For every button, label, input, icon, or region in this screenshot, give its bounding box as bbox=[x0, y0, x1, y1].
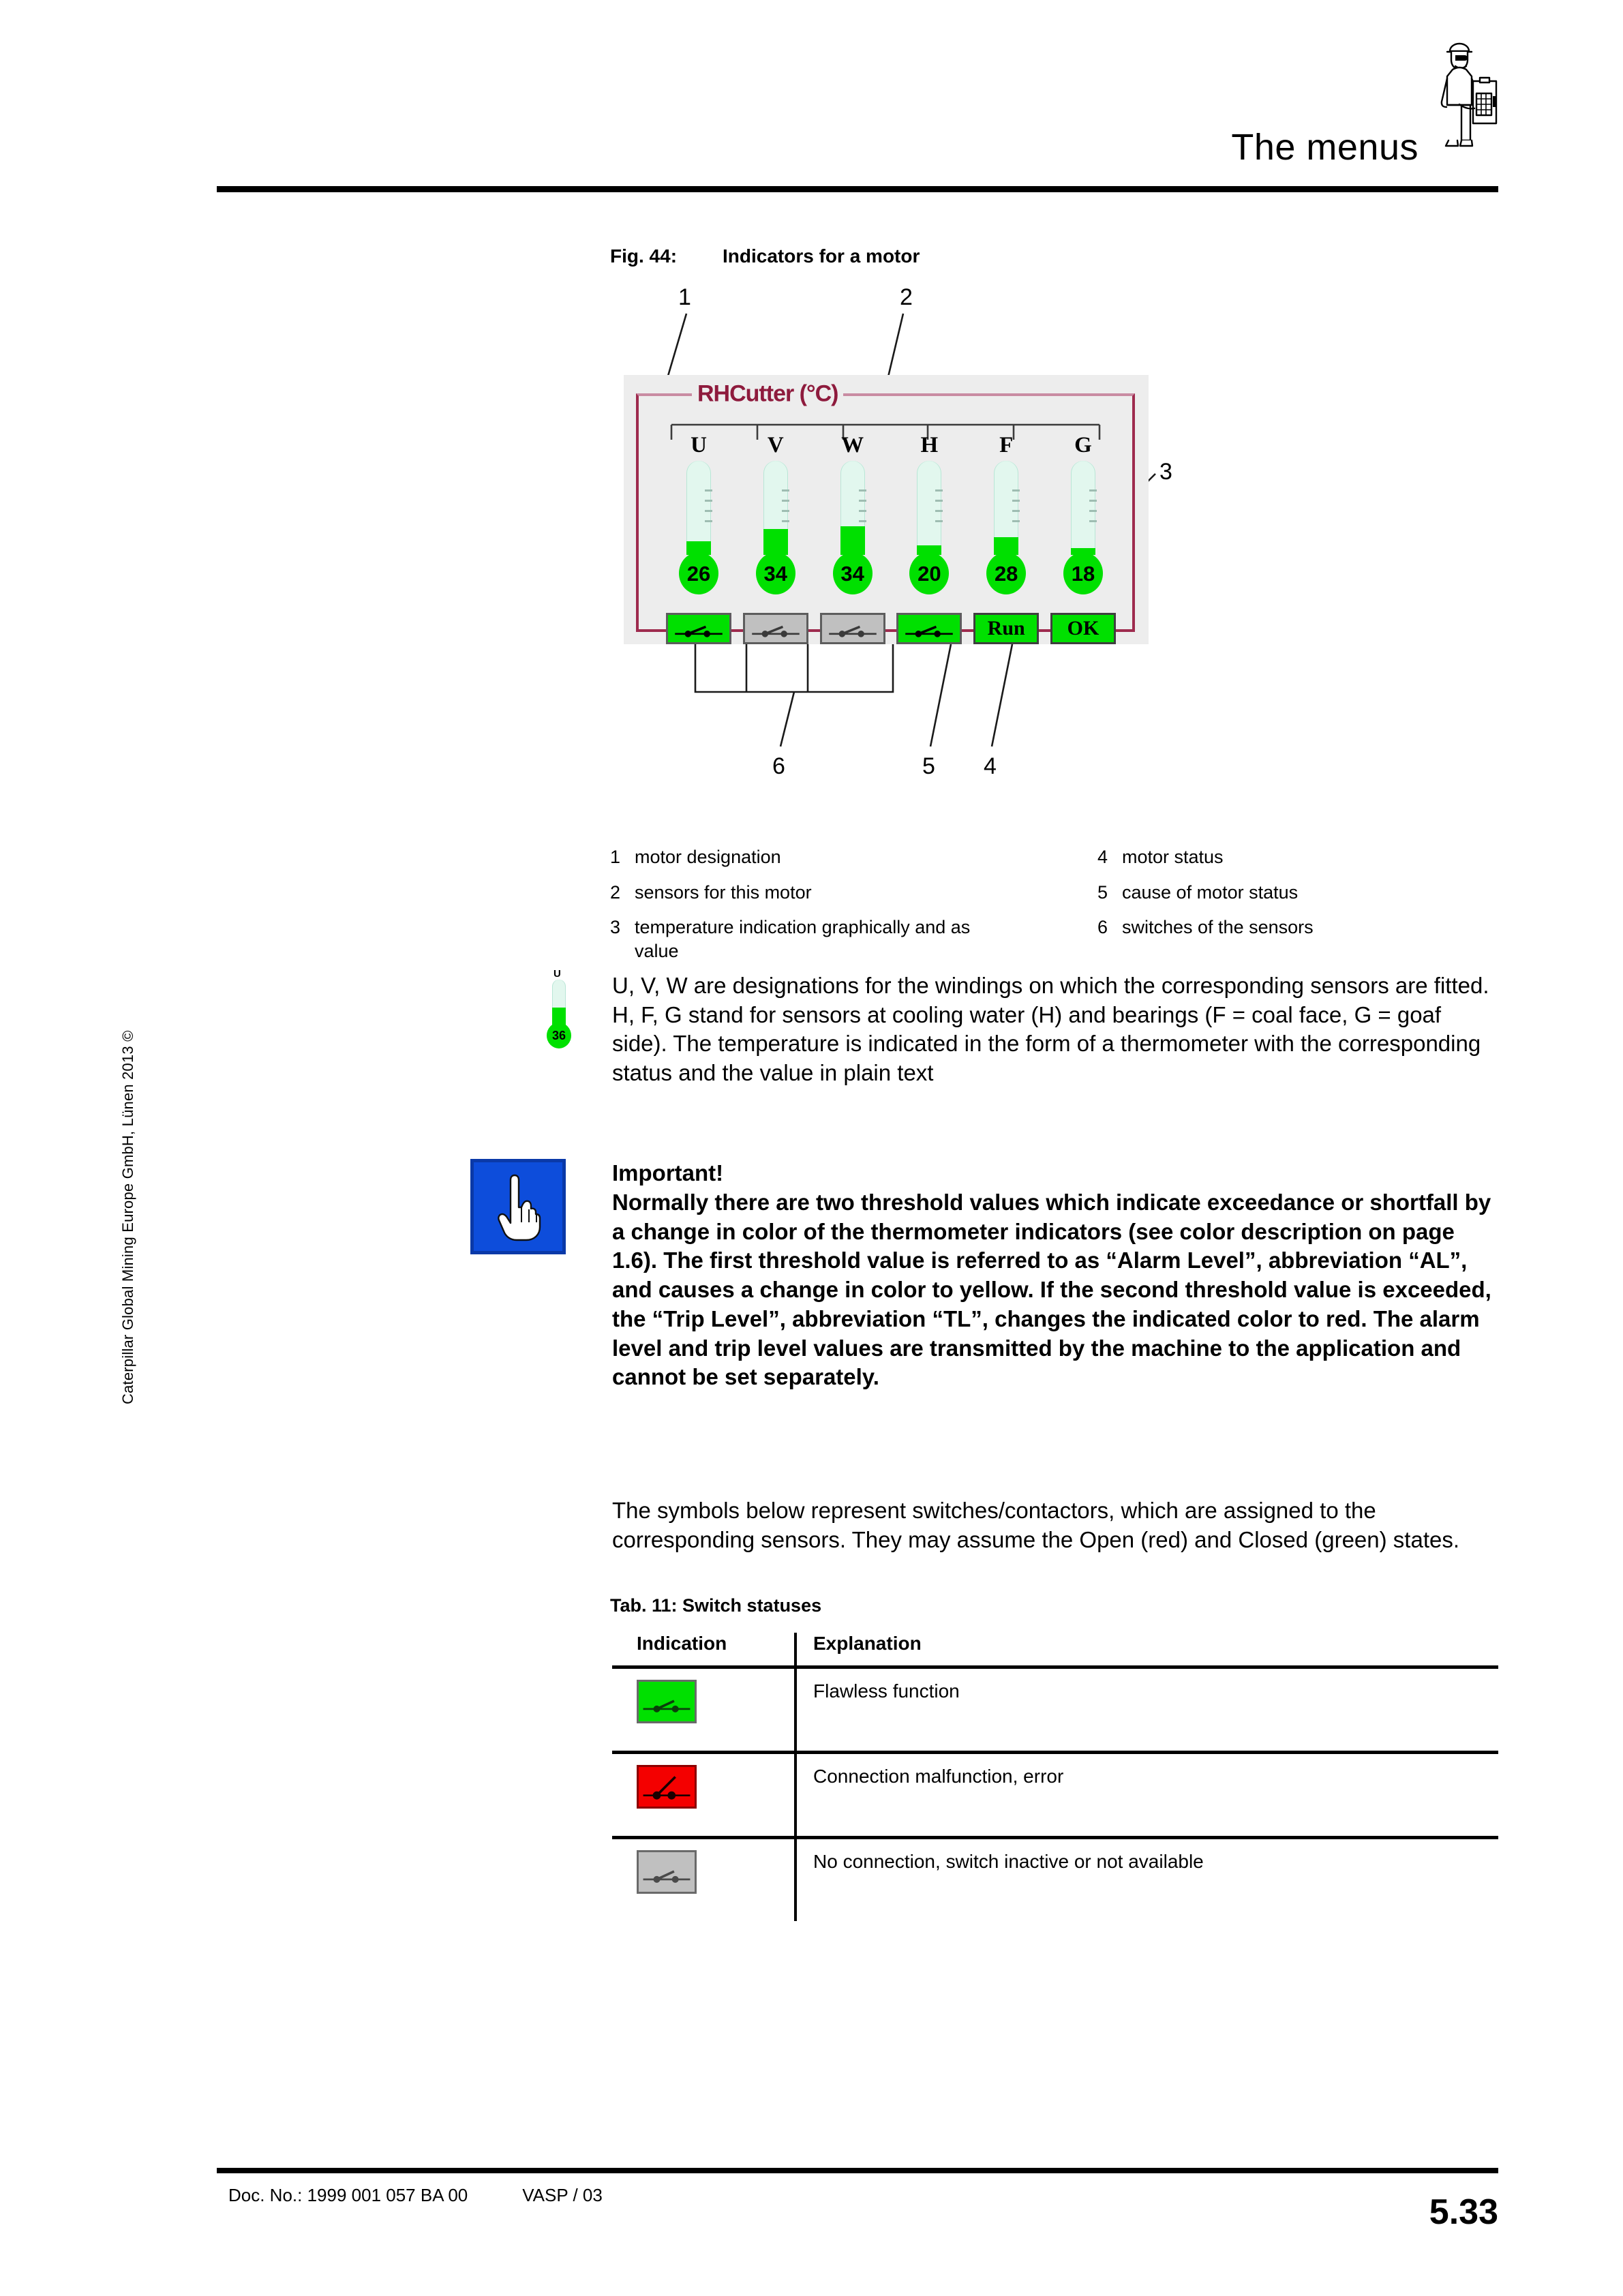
sensor-value-f: 28 bbox=[994, 561, 1018, 586]
vasp-code: VASP / 03 bbox=[522, 2185, 603, 2205]
thermometer-bulb-w bbox=[833, 552, 873, 594]
callout-1: 1 bbox=[678, 284, 691, 310]
legend-text: motor designation bbox=[635, 847, 781, 867]
sensor-thermometer-row bbox=[666, 434, 1116, 606]
switch-icon-closed-green bbox=[637, 1680, 697, 1723]
sensor-column-f bbox=[973, 434, 1039, 606]
margin-thermometer-value: 36 bbox=[551, 1029, 566, 1042]
sensor-column-w bbox=[820, 434, 885, 606]
legend-column-left bbox=[610, 845, 1016, 974]
sensor-group-box bbox=[636, 380, 1135, 639]
doc-number: Doc. No.: 1999 001 057 BA 00 bbox=[228, 2185, 468, 2205]
page-title: The menus bbox=[1231, 127, 1419, 168]
thermometer-w bbox=[833, 461, 873, 594]
hand-glyph bbox=[489, 1170, 547, 1243]
pointing-hand-icon bbox=[470, 1159, 566, 1254]
switch-indicator-v[interactable] bbox=[743, 613, 808, 644]
margin-thermometer-icon bbox=[545, 968, 574, 1057]
sensor-label-h: H bbox=[920, 433, 939, 457]
sensor-value-u: 26 bbox=[686, 561, 711, 586]
table-row bbox=[612, 1753, 1498, 1838]
thermometer-g bbox=[1063, 461, 1103, 594]
switch-statuses-table bbox=[612, 1633, 1498, 1921]
margin-thermometer-label: U bbox=[553, 968, 561, 980]
legend-column-right bbox=[1097, 845, 1314, 951]
sensor-value-g: 18 bbox=[1071, 561, 1095, 586]
sensor-label-v: V bbox=[767, 433, 784, 457]
switch-icon-inactive-gray bbox=[637, 1850, 697, 1894]
table-cell-explanation bbox=[795, 1753, 1498, 1838]
table-cell-indication bbox=[612, 1753, 795, 1838]
thermometer-bulb-f bbox=[986, 552, 1026, 594]
sensor-column-v bbox=[743, 434, 808, 606]
sensor-value-v: 34 bbox=[763, 561, 788, 586]
explanation-text: Flawless function bbox=[813, 1680, 960, 1702]
sensor-column-g bbox=[1050, 434, 1116, 606]
legend-text: motor status bbox=[1122, 847, 1224, 867]
sensor-label-g: G bbox=[1074, 433, 1092, 457]
thermometer-ticks bbox=[705, 489, 712, 543]
copyright-text: Caterpillar Global Mining Europe GmbH, Lünen 2013 © bbox=[119, 1030, 136, 1404]
figure-caption-text: Indicators for a motor bbox=[723, 245, 920, 267]
thermometer-bulb-u bbox=[679, 552, 718, 594]
sensor-label-w: W bbox=[841, 433, 864, 457]
thermometer-bulb-h bbox=[909, 552, 949, 594]
thermometer-fill bbox=[840, 526, 865, 555]
thermometer-fill bbox=[763, 529, 788, 555]
callout-5: 5 bbox=[922, 753, 935, 779]
legend-number: 3 bbox=[610, 917, 621, 938]
figure-indicators-for-a-motor bbox=[610, 276, 1312, 821]
explanation-text: No connection, switch inactive or not available bbox=[813, 1851, 1204, 1872]
switch-status-row bbox=[666, 613, 1116, 644]
motor-status-cause-button[interactable] bbox=[973, 613, 1039, 644]
paragraph-switch-symbols: The symbols below represent switches/contactors, which are assigned to the corresponding sensors. They may assume the Open (red) and Closed (green) states. bbox=[612, 1498, 1460, 1552]
callout-4: 4 bbox=[984, 753, 997, 779]
motor-designation-label: RHCutter (°C) bbox=[692, 381, 843, 408]
legend-text: temperature indication graphically and as value bbox=[635, 917, 971, 961]
legend-item bbox=[1097, 881, 1314, 905]
legend-number: 4 bbox=[1097, 847, 1108, 867]
sensor-label-u: U bbox=[691, 433, 707, 457]
table-cell-indication bbox=[612, 1667, 795, 1753]
callout-6: 6 bbox=[772, 753, 785, 779]
sensor-value-h: 20 bbox=[917, 561, 941, 586]
table-header-explanation: Explanation bbox=[795, 1633, 1498, 1667]
switch-icon-open-red bbox=[637, 1765, 697, 1809]
legend-number: 6 bbox=[1097, 917, 1108, 938]
thermometer-ticks bbox=[935, 489, 943, 543]
sensor-column-u bbox=[666, 434, 731, 606]
legend-number: 5 bbox=[1097, 881, 1108, 903]
thermometer-f bbox=[986, 461, 1026, 594]
legend-item bbox=[1097, 845, 1314, 869]
motor-status-cause-label: Run bbox=[987, 617, 1025, 639]
paragraph-sensor-designations: U, V, W are designations for the windings on which the corresponding sensors are fitted. H, F, G stand for sensors at cooling water (H) and bearings (F = coal face, G = goaf side). The temperature is indicated in the form of a thermometer with the corresponding status and the value in plain text bbox=[612, 973, 1489, 1086]
thermometer-bulb-g bbox=[1063, 552, 1103, 594]
hmi-motor-panel bbox=[624, 375, 1149, 644]
figure-caption bbox=[610, 245, 920, 267]
callout-3: 3 bbox=[1159, 459, 1172, 485]
thermometer-bulb-v bbox=[756, 552, 795, 594]
explanation-text: Connection malfunction, error bbox=[813, 1766, 1064, 1787]
callout-2: 2 bbox=[900, 284, 913, 310]
thermometer-v bbox=[756, 461, 795, 594]
legend-item bbox=[1097, 916, 1314, 939]
sensor-label-f: F bbox=[999, 433, 1014, 457]
legend-text: cause of motor status bbox=[1122, 881, 1299, 903]
page-number: 5.33 bbox=[1429, 2192, 1498, 2232]
table-cell-explanation bbox=[795, 1667, 1498, 1753]
table-cell-explanation bbox=[795, 1838, 1498, 1922]
legend-item bbox=[610, 881, 1016, 905]
margin-thermometer-bulb bbox=[547, 1023, 571, 1048]
footer-document-number bbox=[228, 2185, 603, 2206]
legend-item bbox=[610, 916, 1016, 963]
switch-indicator-u[interactable] bbox=[666, 613, 731, 644]
switch-indicator-w[interactable] bbox=[820, 613, 885, 644]
motor-status-button[interactable] bbox=[1050, 613, 1116, 644]
sensor-column-h bbox=[896, 434, 962, 606]
switch-indicator-h[interactable] bbox=[896, 613, 962, 644]
legend-item bbox=[610, 845, 1016, 869]
legend-text: switches of the sensors bbox=[1122, 917, 1314, 938]
footer-divider bbox=[217, 2168, 1498, 2173]
motor-status-label: OK bbox=[1067, 617, 1099, 639]
sensor-value-w: 34 bbox=[840, 561, 864, 586]
thermometer-h bbox=[909, 461, 949, 594]
thermometer-ticks bbox=[1089, 489, 1097, 543]
table-header-indication: Indication bbox=[637, 1633, 727, 1654]
important-text: Normally there are two threshold values which indicate exceedance or shortfall by a change in color of the thermometer indicators (see color description on page 1.6). The first threshold value is referred to as “Alarm Level”, abbreviation “AL”, and causes a change in color to yellow. If the second threshold value is exceeded, the “Trip Level”, abbreviation “TL”, changes the indicated color to red. The alarm level and trip level values are transmitted by the machine to the application and cannot be set separately. bbox=[612, 1190, 1491, 1390]
legend-number: 1 bbox=[610, 847, 621, 867]
legend-text: sensors for this motor bbox=[635, 881, 812, 903]
legend-number: 2 bbox=[610, 881, 621, 903]
table-cell-indication bbox=[612, 1838, 795, 1922]
table-caption: Tab. 11: Switch statuses bbox=[610, 1595, 822, 1616]
table-row bbox=[612, 1667, 1498, 1753]
figure-caption-label: Fig. 44: bbox=[610, 245, 678, 267]
thermometer-u bbox=[679, 461, 718, 594]
table-row bbox=[612, 1838, 1498, 1922]
thermometer-ticks bbox=[1012, 489, 1020, 543]
important-heading: Important! bbox=[612, 1160, 724, 1185]
